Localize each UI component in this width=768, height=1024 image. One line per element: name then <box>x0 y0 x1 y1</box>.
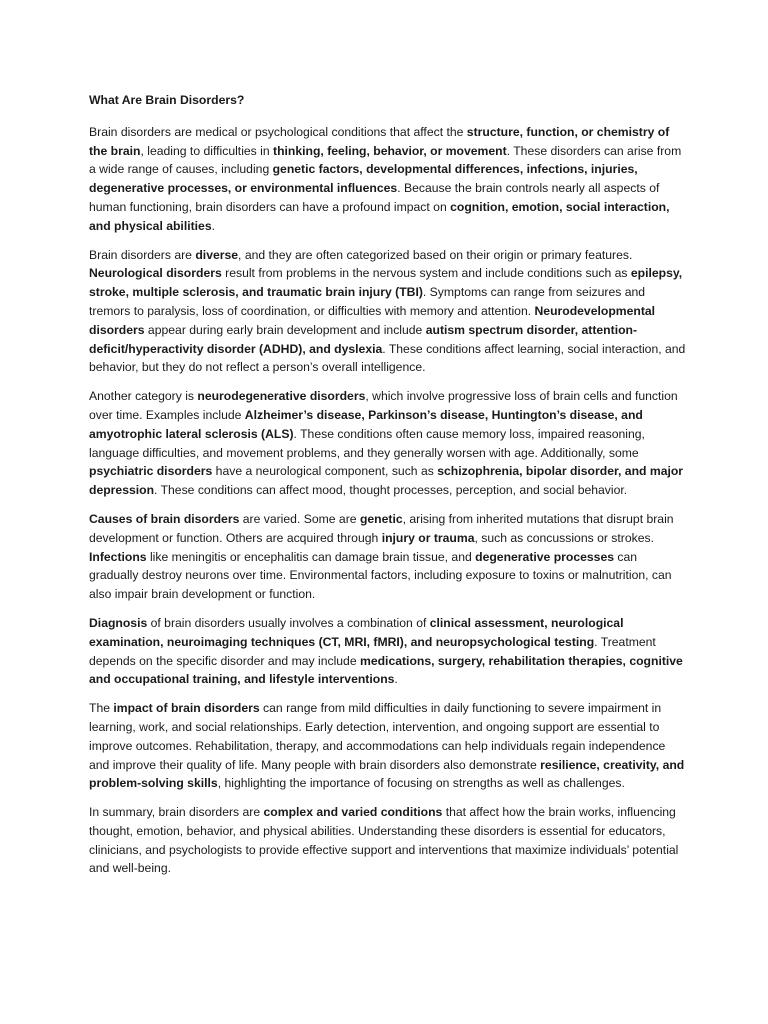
bold-text: impact of brain disorders <box>113 701 260 716</box>
text-run: can gradually destroy neurons over time. Environmental factors, including exposure to toxins or malnutrition, can also impair brain development or function. <box>89 549 672 602</box>
bold-text: structure, function, or chemistry of the brain <box>89 124 670 158</box>
paragraph <box>89 246 689 378</box>
bold-text: genetic factors, developmental differences, infections, injuries, degenerative processes, or environmental influences <box>89 162 638 196</box>
bold-text: thinking, feeling, behavior, or movement <box>273 143 507 158</box>
text-run: , and they are often categorized based on their origin or primary features. <box>238 247 633 262</box>
paragraph <box>89 699 689 793</box>
text-run: . These conditions affect learning, social interaction, and behavior, but they do not reflect a person’s overall intelligence. <box>89 341 686 375</box>
text-run: Brain disorders are medical or psychological conditions that affect the <box>89 124 467 139</box>
text-run: , highlighting the importance of focusing on strengths as well as challenges. <box>217 776 625 791</box>
bold-text: Infections <box>89 549 147 564</box>
text-run: Brain disorders are <box>89 247 196 262</box>
bold-text: diverse <box>195 247 239 262</box>
text-run: can range from mild difficulties in daily functioning to severe impairment in learning, work, and social relationships. Early detection, intervention, and ongoing support are essential to improve outcomes. Rehabilitation, therapy, and accommodations can help individuals regain independence and improve their quality of life. Many people with brain disorders also demonstrate <box>89 701 666 772</box>
document-title: What Are Brain Disorders? <box>89 93 245 107</box>
bold-text: psychiatric disorders <box>89 464 213 479</box>
paragraph <box>89 614 689 689</box>
text-run: that affect how the brain works, influencing thought, emotion, behavior, and physical abilities. Understanding these disorders is essential for educators, clinicians, and psychologists to provide effective support and interventions that maximize individuals’ potential and well-being. <box>89 805 679 876</box>
text-run: , arising from inherited mutations that disrupt brain development or function. Others are acquired through <box>89 511 674 545</box>
text-run: The <box>89 701 114 716</box>
text-run: . Symptoms can range from seizures and tremors to paralysis, loss of coordination, or difficulties with memory and attention. <box>89 285 646 318</box>
bold-text: Neurological disorders <box>89 266 222 281</box>
text-run: appear during early brain development and include <box>144 322 426 337</box>
text-run: Another category is <box>89 389 198 404</box>
bold-text: complex and varied conditions <box>263 805 443 820</box>
paragraph <box>89 510 689 604</box>
bold-text: injury or trauma <box>381 530 475 545</box>
document-page <box>89 91 689 888</box>
text-run: of brain disorders usually involves a combination of <box>147 615 430 630</box>
text-run: , leading to difficulties in <box>140 143 274 158</box>
bold-text: neurodegenerative disorders <box>197 389 366 404</box>
text-run: . These conditions can affect mood, thought processes, perception, and social behavior. <box>154 483 628 498</box>
text-run: . Treatment depends on the specific disorder and may include <box>89 634 656 668</box>
text-run: . These disorders can arise from a wide range of causes, including <box>89 143 682 177</box>
text-run: like meningitis or encephalitis can damage brain tissue, and <box>146 549 476 564</box>
text-run: , which involve progressive loss of brain cells and function over time. Examples include <box>89 389 678 422</box>
text-run: are varied. Some are <box>239 511 360 526</box>
bold-text: degenerative processes <box>475 549 615 564</box>
paragraph <box>89 387 689 500</box>
text-run: , such as concussions or strokes. <box>474 530 654 545</box>
bold-text: Alzheimer’s disease, Parkinson’s disease, Huntington’s disease, and amyotrophic lateral sclerosis (ALS) <box>89 407 643 441</box>
bold-text: cognition, emotion, social interaction, and physical abilities <box>89 199 670 233</box>
text-run: . <box>394 672 398 687</box>
document-body <box>89 123 689 878</box>
bold-text: Neurodevelopmental disorders <box>89 303 656 337</box>
paragraph <box>89 123 689 236</box>
text-run: . <box>211 218 215 233</box>
bold-text: Diagnosis <box>89 615 148 630</box>
bold-text: resilience, creativity, and problem-solving skills <box>89 757 685 791</box>
text-run: . Because the brain controls nearly all aspects of human functioning, brain disorders can have a profound impact on <box>89 181 660 214</box>
bold-text: autism spectrum disorder, attention-deficit/hyperactivity disorder (ADHD), and dyslexia <box>89 322 638 356</box>
text-run: result from problems in the nervous system and include conditions such as <box>221 266 631 281</box>
bold-text: epilepsy, stroke, multiple sclerosis, and traumatic brain injury (TBI) <box>89 266 683 300</box>
bold-text: medications, surgery, rehabilitation therapies, cognitive and occupational training, and lifestyle interventions <box>89 653 683 687</box>
bold-text: schizophrenia, bipolar disorder, and major depression <box>89 464 684 498</box>
text-run: In summary, brain disorders are <box>89 805 264 820</box>
text-run: . These conditions often cause memory loss, impaired reasoning, language difficulties, and movement problems, and they generally worsen with age. Additionally, some <box>89 426 645 460</box>
bold-text: Causes of brain disorders <box>89 511 240 526</box>
bold-text: genetic <box>359 511 403 526</box>
paragraph <box>89 803 689 878</box>
bold-text: clinical assessment, neurological examination, neuroimaging techniques (CT, MRI, fMRI), and neuropsychological testing <box>89 615 624 649</box>
text-run: have a neurological component, such as <box>212 464 438 479</box>
